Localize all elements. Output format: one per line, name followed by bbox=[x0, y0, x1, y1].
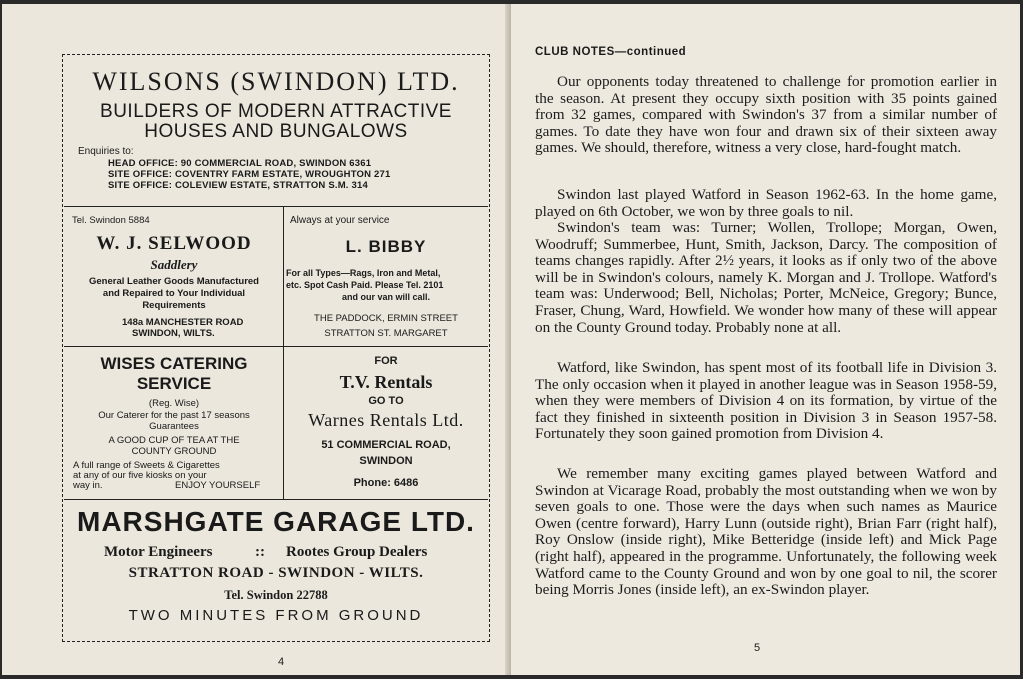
marshgate-services: Motor Engineers bbox=[104, 544, 213, 560]
wilsons-site-office-2: SITE OFFICE: COLEVIEW ESTATE, STRATTON S.M. 314 bbox=[108, 180, 368, 191]
marshgate-address: STRATTON ROAD - SWINDON - WILTS. bbox=[128, 565, 424, 581]
left-page bbox=[2, 4, 511, 675]
marshgate-telephone: Tel. Swindon 22788 bbox=[224, 588, 328, 602]
tv-company: Warnes Rentals Ltd. bbox=[308, 410, 464, 430]
selwood-telephone: Tel. Swindon 5884 bbox=[72, 215, 150, 226]
wises-line-2: Guarantees bbox=[149, 421, 199, 432]
bibby-desc-line-1: For all Types—Rags, Iron and Metal, bbox=[286, 268, 441, 278]
club-notes-header: CLUB NOTES—continued bbox=[535, 46, 687, 58]
selwood-desc-line-1: General Leather Goods Manufactured bbox=[89, 276, 259, 287]
selwood-address-2: SWINDON, WILTS. bbox=[132, 328, 215, 339]
paragraph-division: Watford, like Swindon, has spent most of its football life in Division 3. The only occasion when it played in another league was in Season 1958-59, when they were members of Division 4 on its formation, by virtue of the fact they finished in sixteenth position in Division 3 in Season 1957-58. Fortunately they soon gained promotion from Division 4. bbox=[535, 359, 997, 443]
page-number-left: 4 bbox=[278, 656, 285, 668]
wises-owner: (Reg. Wise) bbox=[148, 398, 200, 409]
wises-last-right: ENJOY YOURSELF bbox=[175, 480, 261, 491]
bibby-desc-line-3: and our van will call. bbox=[341, 292, 431, 302]
wilsons-head-office: HEAD OFFICE: 90 COMMERCIAL ROAD, SWINDON 6361 bbox=[108, 158, 372, 169]
right-page bbox=[511, 4, 1020, 675]
selwood-address-1: 148a MANCHESTER ROAD bbox=[122, 317, 244, 328]
bibby-address-2: STRATTON ST. MARGARET bbox=[324, 328, 448, 339]
tv-for: FOR bbox=[374, 355, 398, 367]
bibby-address-1: THE PADDOCK, ERMIN STREET bbox=[314, 313, 458, 324]
wilsons-tagline-1: BUILDERS OF MODERN ATTRACTIVE bbox=[100, 101, 452, 122]
tv-rentals-title: T.V. Rentals bbox=[339, 372, 433, 392]
wises-line-4: COUNTY GROUND bbox=[131, 446, 217, 457]
wilsons-advert bbox=[64, 57, 488, 207]
wises-line-1: Our Caterer for the past 17 seasons bbox=[98, 410, 250, 421]
paragraph-opponents: Our opponents today threatened to challenge for promotion earlier in the season. At present they occupy sixth position with 35 points gained from 32 games, compared with Swindon's 37 from a similar number of games. To date they have won four and drawn six of their sixteen away games. We should, therefore, witness a very close, hard-fought match. bbox=[535, 73, 997, 157]
page-number-right: 5 bbox=[754, 642, 761, 654]
wises-name-line-2: SERVICE bbox=[136, 374, 212, 393]
wises-line-3: A GOOD CUP OF TEA AT THE bbox=[108, 435, 240, 446]
paragraph-teams: Swindon's team was: Turner; Wollen, Trollope; Morgan, Owen, Woodruff; Summerbee, Hunt, Smith, Jackson, Darcy. The composition of teams changes rapidly. After 2½ years, it looks as if only two of the above will be in Swindon's colours, namely K. Morgan and J. Trollope. Watford's team was: Underwood; Bell, Nicholas; Porter, McNeice, Gregory; Bunce, Fraser, Chung, Ward, Howfield. We wonder how many of these will appear on the County Ground today. Probably none at all. bbox=[535, 219, 997, 336]
bibby-name: L. BIBBY bbox=[345, 237, 427, 256]
wises-line-5: A full range of Sweets & Cigarettes bbox=[73, 460, 220, 471]
wises-name-line-1: WISES CATERING bbox=[100, 354, 248, 373]
wilsons-site-office-1: SITE OFFICE: COVENTRY FARM ESTATE, WROUGHTON 271 bbox=[108, 169, 391, 180]
selwood-advert bbox=[64, 207, 284, 347]
tv-phone: Phone: 6486 bbox=[353, 477, 419, 489]
tv-goto: GO TO bbox=[368, 395, 404, 407]
tv-rentals-advert bbox=[284, 347, 488, 500]
wilsons-tagline-2: HOUSES AND BUNGALOWS bbox=[144, 121, 408, 142]
wises-line-6: at any of our five kiosks on your bbox=[73, 470, 207, 481]
advert-sheet bbox=[64, 57, 488, 640]
bibby-tagline: Always at your service bbox=[290, 215, 390, 226]
marshgate-separator: :: bbox=[255, 544, 265, 560]
marshgate-tagline: TWO MINUTES FROM GROUND bbox=[128, 607, 424, 624]
wilsons-enquiries-label: Enquiries to: bbox=[78, 146, 134, 157]
paragraph-last-played: Swindon last played Watford in Season 1962-63. In the home game, played on 6th October, we won by three goals to nil. bbox=[535, 186, 997, 220]
selwood-desc-line-2: and Repaired to Your Individual bbox=[102, 288, 246, 299]
marshgate-name: MARSHGATE GARAGE LTD. bbox=[77, 506, 475, 537]
wises-catering-advert bbox=[64, 347, 284, 500]
paragraph-memories: We remember many exciting games played between Watford and Swindon at Vicarage Road, probably the most outstanding when we won by seven goals to one. Those were the days when such names as Maurice Owen (centre forward), Harry Lunn (outside right), Brian Farr (right half), Roy Onslow (inside right), Mike Betteridge (inside left) and Mick Page (right half), appeared in the programme. Unfortunately, the following week Watford came to the County Ground and won by one goal to nil, the scorer being Morris Jones (inside left), an ex-Swindon player. bbox=[535, 465, 997, 599]
selwood-name: W. J. SELWOOD bbox=[96, 233, 252, 254]
bibby-desc-line-2: etc. Spot Cash Paid. Please Tel. 2101 bbox=[286, 280, 444, 290]
wises-last-left: way in. bbox=[73, 480, 103, 491]
selwood-trade: Saddlery bbox=[150, 257, 198, 272]
selwood-desc-line-3: Requirements bbox=[142, 300, 206, 311]
marshgate-dealers: Rootes Group Dealers bbox=[286, 544, 428, 560]
tv-address-1: 51 COMMERCIAL ROAD, bbox=[321, 439, 451, 451]
bibby-advert bbox=[284, 207, 488, 347]
wilsons-company-name: WILSONS (SWINDON) LTD. bbox=[92, 67, 460, 96]
tv-address-2: SWINDON bbox=[359, 455, 413, 467]
marshgate-garage-advert bbox=[64, 500, 488, 640]
